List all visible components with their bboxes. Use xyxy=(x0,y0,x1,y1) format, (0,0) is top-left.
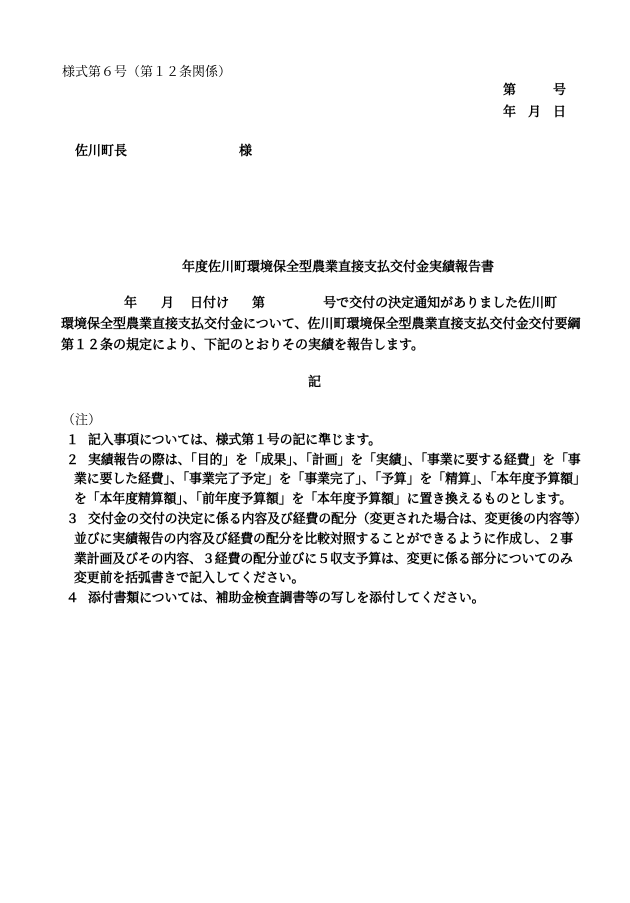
note-3-line-2: 並びに実績報告の内容及び経費の配分を比較対照することができるように作成し、２事 xyxy=(74,532,574,547)
notes-header: （注） xyxy=(62,413,102,428)
date-day: 日 xyxy=(553,105,567,120)
note-3-number: ３ xyxy=(66,512,79,527)
body-line-3: 第１２条の規定により、下記のとおりその実績を報告します。 xyxy=(61,338,424,353)
note-4-line-1: 添付書類については、補助金検査調書等の写しを添付してください。 xyxy=(88,591,485,606)
note-2-line-1: 実績報告の際は、「目的」を「成果」、「計画」を「実績」、「事業に要する経費」を「事 xyxy=(88,453,581,468)
document-number-prefix: 第 xyxy=(503,83,517,98)
note-3-line-4: 変更前を括弧書きで記入してください。 xyxy=(74,571,305,586)
form-label: 様式第６号（第１２条関係） xyxy=(62,65,232,80)
note-2-line-2: 業に要した経費」、「事業完了予定」を「事業完了」、「予算」を「精算」、「本年度予算額」 xyxy=(74,472,586,487)
document-number-suffix: 号 xyxy=(553,83,567,98)
addressee-honorific: 様 xyxy=(239,144,253,159)
body-day: 日付け xyxy=(190,296,230,311)
date-year: 年 xyxy=(503,105,517,120)
note-1-number: １ xyxy=(66,433,79,448)
note-2-number: ２ xyxy=(66,453,79,468)
body-line1-tail: 号で交付の決定通知がありました佐川町 xyxy=(323,296,558,311)
note-2-line-3: を「本年度精算額」、「前年度予算額」を「本年度予算額」に置き換えるものとします。 xyxy=(74,492,573,507)
body-month: 月 xyxy=(161,296,175,311)
date-month: 月 xyxy=(528,105,542,120)
addressee-name: 佐川町長 xyxy=(75,144,128,159)
body-year: 年 xyxy=(124,296,138,311)
body-line-1 xyxy=(61,297,557,310)
note-1-line-1: 記入事項については、様式第１号の記に準じます。 xyxy=(88,433,382,448)
document-title: 年度佐川町環境保全型農業直接支払交付金実績報告書 xyxy=(182,260,495,275)
note-4-number: ４ xyxy=(66,591,79,606)
note-3-line-3: 業計画及びその内容、３経費の配分並びに５収支予算は、変更に係る部分についてのみ xyxy=(74,552,573,567)
note-3-line-1: 交付金の交付の決定に係る内容及び経費の配分（変更された場合は、変更後の内容等） xyxy=(88,512,588,527)
body-dai: 第 xyxy=(252,296,266,311)
body-line-2: 環境保全型農業直接支払交付金について、佐川町環境保全型農業直接支払交付金交付要綱 xyxy=(61,317,581,332)
ki-heading: 記 xyxy=(308,375,322,390)
